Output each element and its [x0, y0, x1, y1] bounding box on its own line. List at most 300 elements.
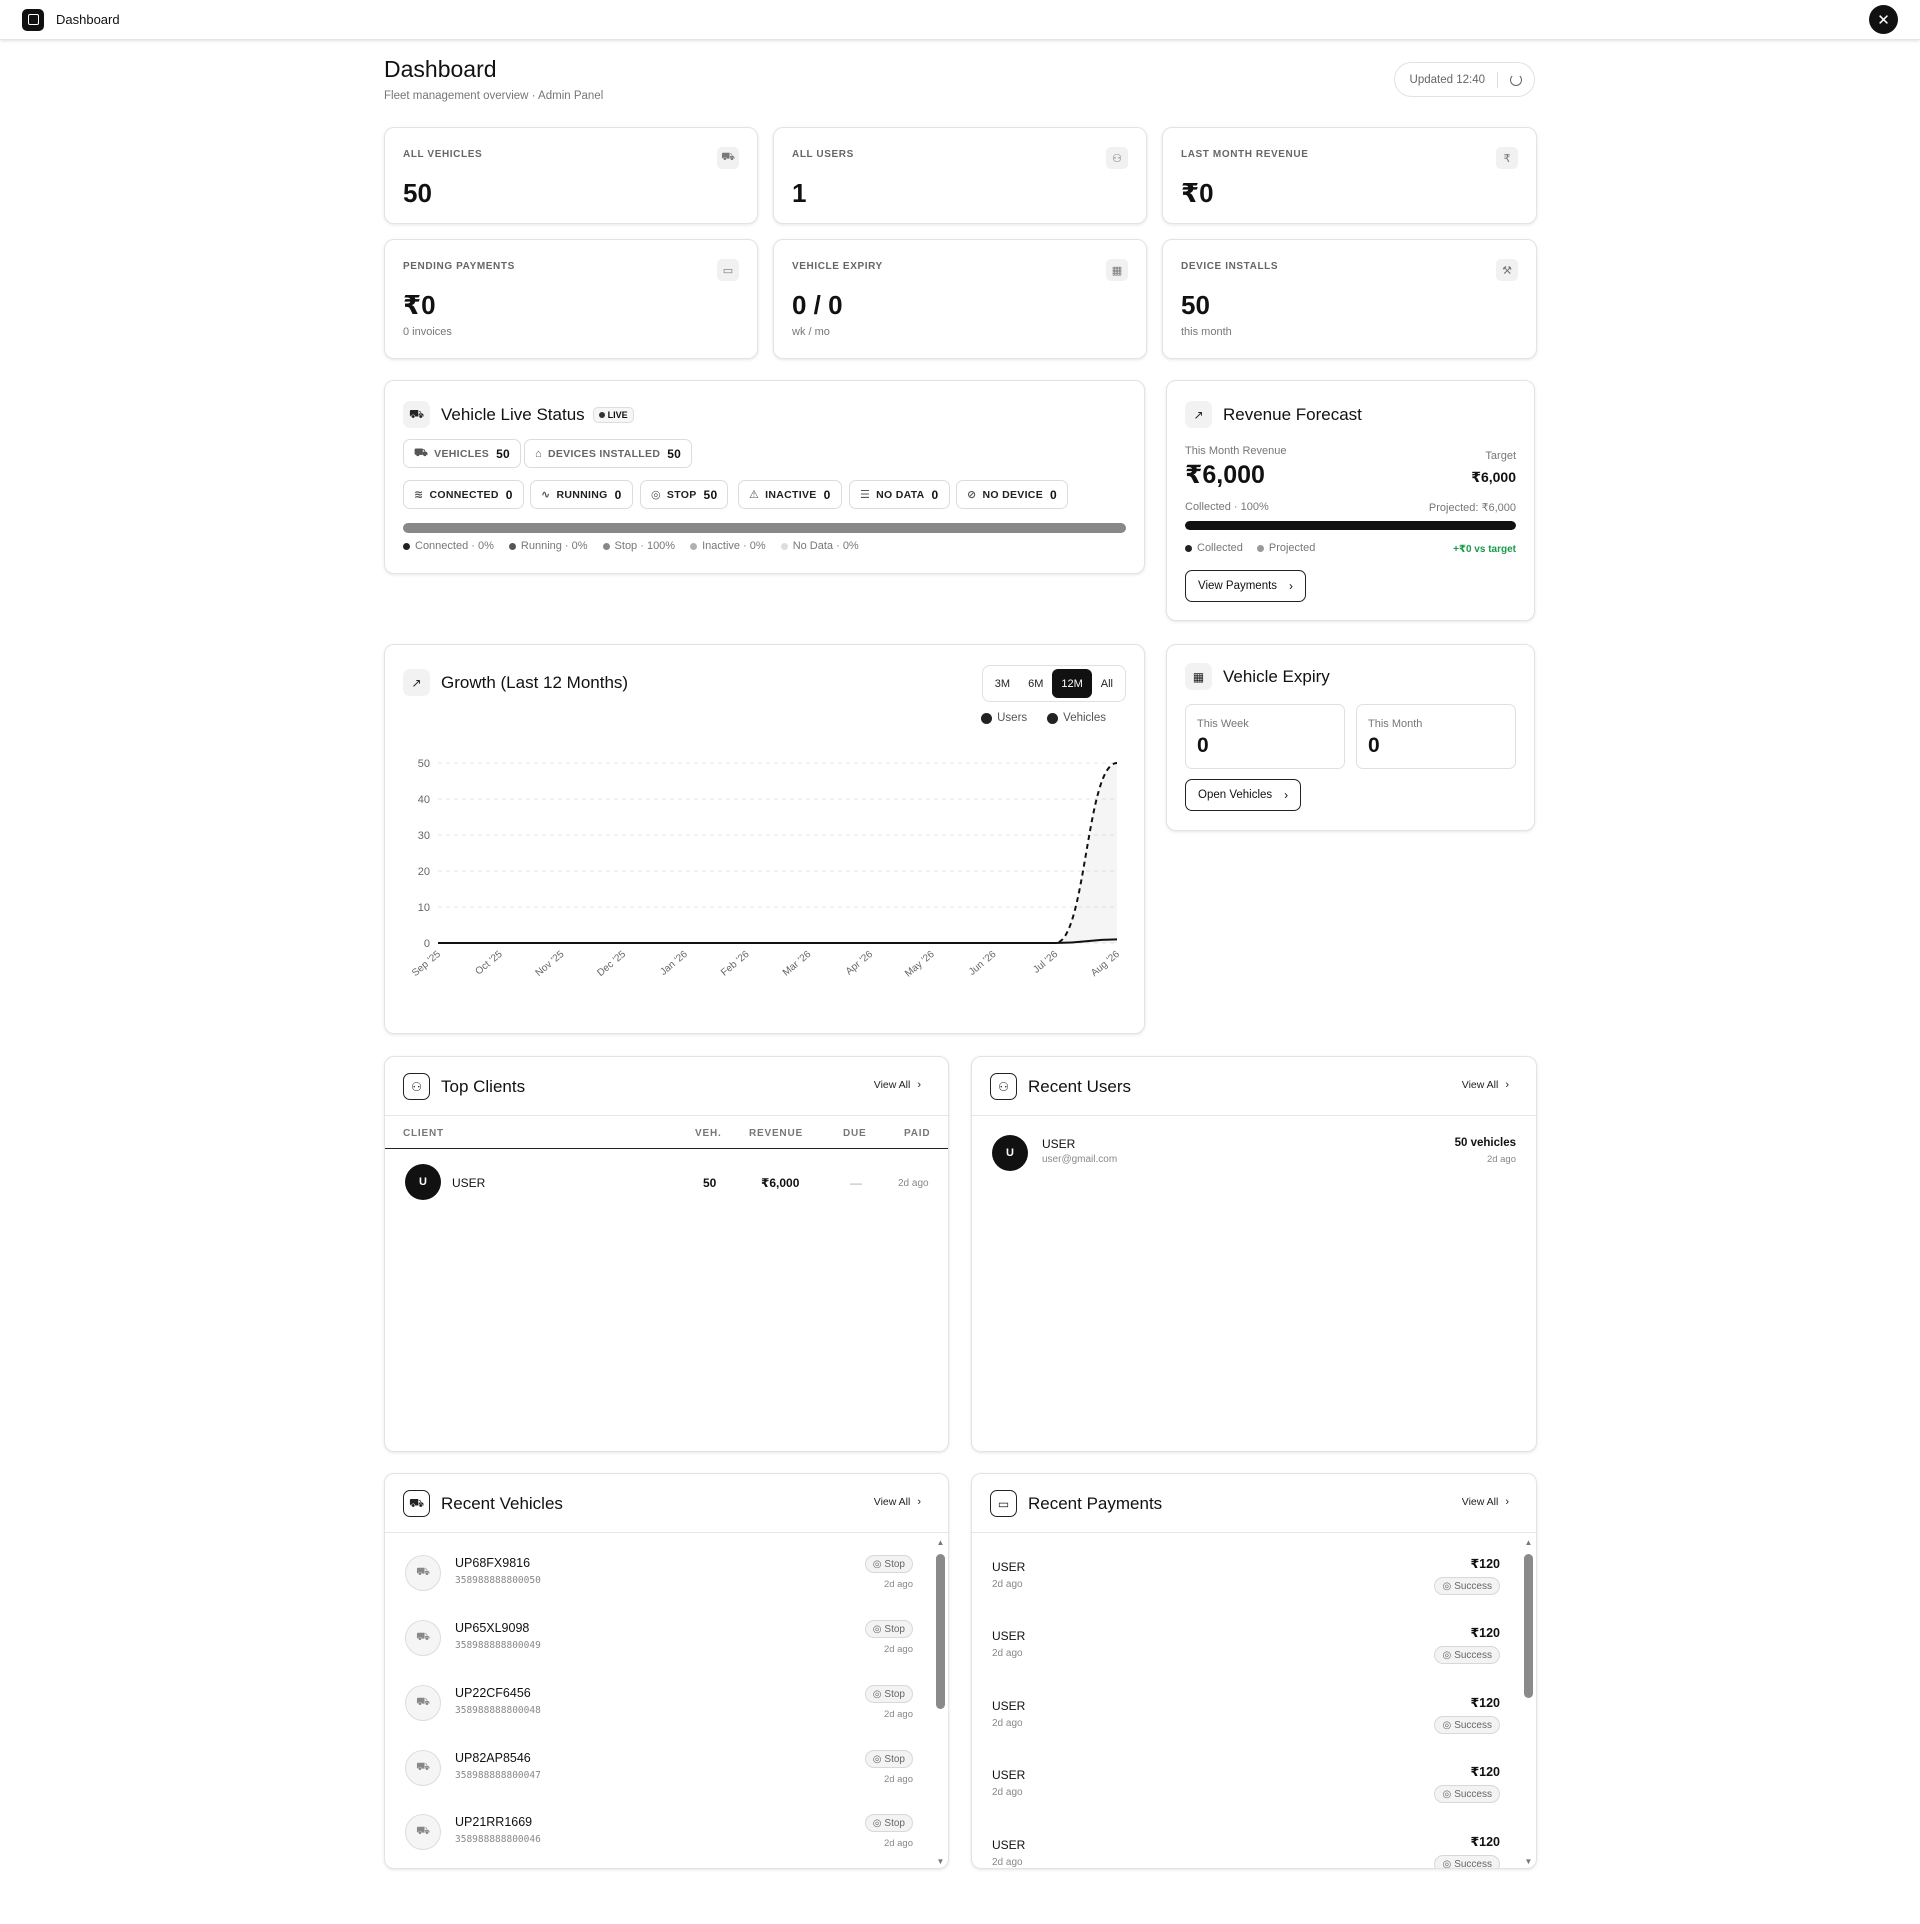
- legend-item-vehicles: [1047, 712, 1106, 724]
- top-bar: [0, 0, 1920, 40]
- stat-sub: wk / mo: [792, 326, 830, 338]
- credit-card-icon: ▭: [990, 1490, 1017, 1517]
- view-all-vehicles-link[interactable]: [874, 1496, 921, 1508]
- section-title: Revenue Forecast: [1223, 404, 1362, 424]
- pill-value: 50: [496, 446, 511, 461]
- list-item[interactable]: [992, 1554, 1500, 1609]
- list-item[interactable]: [405, 1616, 913, 1666]
- status-pill-stop[interactable]: [640, 480, 728, 509]
- stat-card-users: [773, 127, 1147, 224]
- status-pill-connected[interactable]: [403, 480, 524, 509]
- x-tick-label: Oct '25: [473, 948, 505, 978]
- status-distribution-bar: [403, 523, 1126, 533]
- pill-label: STOP: [666, 488, 697, 501]
- check-circle-icon: ◎: [1442, 1649, 1452, 1661]
- vehicles-scrollbar[interactable]: [936, 1538, 945, 1866]
- projected-text: Projected: ₹6,000: [1428, 502, 1516, 514]
- legend-item-users: [981, 712, 1027, 724]
- section-header: [403, 669, 628, 696]
- car-icon: ⛟: [717, 147, 739, 169]
- status-label: Success: [1454, 1719, 1492, 1731]
- button-label: View Payments: [1198, 580, 1278, 592]
- vehicle-device-id: 358988888800050: [455, 1575, 541, 1586]
- users-icon: ⚇: [403, 1073, 430, 1100]
- payment-time: 2d ago: [992, 1579, 1023, 1590]
- legend-dot: [603, 543, 610, 550]
- section-header: [403, 401, 634, 428]
- pill-label: RUNNING: [556, 488, 608, 501]
- range-selector: [982, 665, 1126, 702]
- wrench-icon: ⚒: [1496, 259, 1518, 281]
- stop-icon: ◎: [872, 1623, 882, 1635]
- x-tick-label: Aug '26: [1089, 948, 1122, 979]
- status-label: Stop: [884, 1558, 905, 1570]
- section-title: Top Clients: [441, 1076, 526, 1096]
- chart-legend: [961, 712, 1106, 724]
- status-badge: [1434, 1785, 1500, 1803]
- pill-value: 0: [614, 487, 622, 502]
- x-tick-label: May '26: [903, 948, 937, 980]
- stat-card-device-installs: [1162, 239, 1537, 359]
- legend-item: [403, 540, 494, 552]
- trending-up-icon: ↗: [1185, 401, 1212, 428]
- list-item[interactable]: [992, 1623, 1500, 1678]
- client-vehicles: 50: [703, 1176, 717, 1190]
- calendar-icon: ▦: [1106, 259, 1128, 281]
- pill-value: 0: [505, 487, 513, 502]
- stat-label: ALL VEHICLES: [403, 149, 483, 160]
- y-tick-label: 50: [417, 758, 430, 770]
- section-title: Vehicle Live Status: [441, 404, 585, 424]
- user-vehicle-count: 50 vehicles: [1454, 1137, 1516, 1149]
- recent-payments-card: [971, 1473, 1537, 1869]
- legend-label: Users: [997, 712, 1028, 724]
- pill-value: 0: [1050, 487, 1057, 502]
- link-label: View All: [1461, 1079, 1499, 1091]
- page-title: Dashboard: [384, 56, 497, 82]
- updated-text: Updated 12:40: [1409, 73, 1485, 86]
- status-legend: [403, 540, 874, 552]
- revenue-forecast-card: [1166, 380, 1535, 621]
- stat-value: ₹0: [1181, 178, 1214, 208]
- vehicle-time: 2d ago: [883, 1838, 913, 1849]
- panel-header: [972, 1474, 1536, 1533]
- column-header: REVENUE: [749, 1128, 803, 1139]
- panel-header: [385, 1057, 948, 1116]
- client-revenue: ₹6,000: [761, 1176, 800, 1190]
- payments-scrollbar[interactable]: [1524, 1538, 1533, 1866]
- x-tick-label: Jan '26: [658, 948, 690, 978]
- status-pill-inactive[interactable]: [738, 480, 842, 509]
- view-all-users-link[interactable]: [1462, 1079, 1509, 1091]
- range-6m-button[interactable]: 6M: [1028, 677, 1044, 690]
- series-line-1: [438, 763, 1117, 943]
- stat-sub: 0 invoices: [403, 326, 452, 338]
- check-circle-icon: ◎: [1442, 1719, 1452, 1731]
- list-item[interactable]: [405, 1681, 913, 1731]
- legend-dot: [1047, 713, 1058, 724]
- legend-dot: [509, 543, 516, 550]
- status-label: Success: [1454, 1649, 1492, 1661]
- table-row[interactable]: [385, 1161, 948, 1205]
- delta-vs-target: +₹0 vs target: [1453, 544, 1516, 555]
- x-tick-label: Nov '25: [533, 948, 567, 979]
- link-label: View All: [873, 1496, 911, 1508]
- y-tick-label: 0: [423, 938, 430, 950]
- view-payments-button[interactable]: [1185, 570, 1306, 602]
- live-dot: [599, 412, 605, 418]
- legend-label: Projected: [1268, 542, 1316, 554]
- range-all-button[interactable]: All: [1100, 677, 1113, 690]
- payment-amount: ₹120: [1470, 1696, 1500, 1710]
- payer-name: USER: [992, 1838, 1026, 1852]
- legend-dot: [403, 543, 410, 550]
- status-label: Stop: [884, 1753, 905, 1765]
- pill-label: NO DATA: [876, 488, 925, 501]
- section-title: Recent Payments: [1028, 1493, 1163, 1513]
- x-tick-label: Jun '26: [966, 948, 999, 978]
- target-label: Target: [1485, 450, 1516, 462]
- legend-label: Stop · 100%: [614, 540, 676, 552]
- status-badge: [865, 1814, 913, 1832]
- stop-icon: ◎: [872, 1753, 882, 1765]
- status-label: Success: [1454, 1788, 1492, 1800]
- vehicle-expiry-card: [1166, 644, 1535, 831]
- status-badge: [1434, 1577, 1500, 1595]
- section-title: Recent Vehicles: [441, 1493, 563, 1513]
- legend-item: [1185, 542, 1243, 554]
- vehicle-plate: UP65XL9098: [455, 1621, 530, 1635]
- payer-name: USER: [992, 1768, 1026, 1782]
- x-tick-label: Feb '26: [719, 948, 752, 979]
- check-circle-icon: ◎: [1442, 1788, 1452, 1800]
- x-tick-label: Mar '26: [780, 948, 814, 979]
- chevron-right-icon: ›: [1505, 1496, 1509, 1508]
- stat-value: 1: [792, 178, 807, 208]
- stat-sub: this month: [1181, 326, 1232, 338]
- vehicle-plate: UP22CF6456: [455, 1686, 531, 1700]
- database-icon: ☰: [860, 489, 871, 501]
- month-revenue-value: ₹6,000: [1185, 461, 1265, 489]
- recent-vehicles-card: [384, 1473, 949, 1869]
- payment-amount: ₹120: [1470, 1765, 1500, 1779]
- car-icon: ⛟: [414, 446, 429, 459]
- pill-label: INACTIVE: [765, 488, 817, 501]
- vehicle-device-id: 358988888800049: [455, 1640, 541, 1651]
- legend-dot: [1185, 545, 1192, 552]
- legend-label: Connected · 0%: [415, 540, 494, 552]
- list-item[interactable]: [405, 1746, 913, 1796]
- x-tick-label: Dec '25: [595, 948, 629, 979]
- live-badge-label: LIVE: [607, 409, 628, 420]
- panel-header: [972, 1057, 1536, 1116]
- status-badge: [865, 1555, 913, 1573]
- target-value: ₹6,000: [1471, 469, 1516, 485]
- avatar: U: [992, 1135, 1028, 1171]
- summary-pill-devices: [524, 439, 692, 468]
- stop-icon: ◎: [651, 489, 661, 501]
- y-tick-label: 40: [417, 794, 430, 806]
- stop-icon: ◎: [872, 1688, 882, 1700]
- open-vehicles-button[interactable]: [1185, 779, 1301, 811]
- legend-dot: [981, 713, 992, 724]
- list-item[interactable]: [405, 1810, 913, 1860]
- car-icon: ⛟: [405, 1620, 441, 1656]
- stat-label: VEHICLE EXPIRY: [792, 261, 883, 272]
- stat-label: DEVICE INSTALLS: [1181, 261, 1279, 272]
- vehicle-plate: UP68FX9816: [455, 1556, 531, 1570]
- collected-text: Collected · 100%: [1185, 501, 1269, 513]
- legend-item: [509, 540, 588, 552]
- section-header: [990, 1490, 1162, 1517]
- divider: [1497, 72, 1498, 88]
- credit-card-icon: ▭: [717, 259, 739, 281]
- section-header: [1185, 663, 1330, 690]
- user-email: user@gmail.com: [1042, 1154, 1118, 1165]
- status-pill-no-device[interactable]: [956, 480, 1068, 509]
- status-badge: [1434, 1646, 1500, 1664]
- range-3m-button[interactable]: 3M: [994, 677, 1011, 690]
- vehicle-plate: UP21RR1669: [455, 1815, 533, 1829]
- stat-value: 50: [403, 178, 432, 208]
- series-area-1: [438, 763, 1117, 943]
- panel-header: [385, 1474, 948, 1533]
- stat-card-vehicles: [384, 127, 758, 224]
- pill-label: NO DEVICE: [982, 488, 1043, 501]
- pill-value: 50: [667, 446, 682, 461]
- client-name: USER: [452, 1176, 486, 1190]
- check-circle-icon: ◎: [1442, 1580, 1452, 1592]
- list-item[interactable]: [992, 1832, 1500, 1869]
- x-tick-label: Apr '26: [843, 948, 876, 978]
- section-title: Vehicle Expiry: [1223, 666, 1330, 686]
- client-due: —: [850, 1176, 862, 1190]
- box-value: 0: [1197, 734, 1209, 757]
- pill-label: CONNECTED: [429, 488, 499, 501]
- status-badge: [1434, 1716, 1500, 1734]
- stat-label: LAST MONTH REVENUE: [1181, 149, 1309, 160]
- chevron-right-icon: ›: [1284, 788, 1289, 802]
- chevron-right-icon: ›: [1505, 1079, 1509, 1091]
- stop-icon: ◎: [872, 1817, 882, 1829]
- stat-card-revenue: [1162, 127, 1537, 224]
- refresh-icon[interactable]: [1510, 74, 1522, 86]
- pill-value: 0: [931, 487, 939, 502]
- payment-amount: ₹120: [1470, 1835, 1500, 1849]
- chevron-right-icon: ›: [917, 1079, 921, 1091]
- legend-label: Vehicles: [1063, 712, 1106, 724]
- section-header: [403, 1490, 563, 1517]
- calendar-icon: ▦: [1185, 663, 1212, 690]
- this-week-box: [1185, 704, 1345, 769]
- vehicle-time: 2d ago: [883, 1774, 913, 1785]
- column-header: DUE: [843, 1128, 867, 1139]
- payment-time: 2d ago: [992, 1648, 1023, 1659]
- status-pill-running[interactable]: [530, 480, 633, 509]
- top-clients-card: [384, 1056, 949, 1452]
- pill-value: 0: [823, 487, 831, 502]
- payer-name: USER: [992, 1699, 1026, 1713]
- legend-dot: [1257, 545, 1264, 552]
- car-icon: ⛟: [403, 401, 430, 428]
- forecast-legend: [1185, 542, 1315, 554]
- status-badge: [1434, 1855, 1500, 1869]
- legend-item: [781, 540, 859, 552]
- x-tick-label: Jul '26: [1031, 948, 1061, 976]
- payment-amount: ₹120: [1470, 1626, 1500, 1640]
- scroll-up-icon[interactable]: ▲: [1524, 1538, 1533, 1547]
- stat-value: ₹0: [403, 290, 436, 320]
- payment-time: 2d ago: [992, 1787, 1023, 1798]
- activity-icon: ∿: [541, 489, 551, 501]
- chevron-right-icon: ›: [917, 1496, 921, 1508]
- status-label: Success: [1454, 1580, 1492, 1592]
- list-item[interactable]: [992, 1135, 1516, 1179]
- legend-item: [690, 540, 766, 552]
- status-label: Stop: [884, 1688, 905, 1700]
- section-header: [990, 1073, 1131, 1100]
- section-header: [403, 1073, 525, 1100]
- legend-item: [603, 540, 676, 552]
- avatar: U: [405, 1164, 441, 1200]
- range-12m-button[interactable]: 12M: [1052, 669, 1091, 698]
- section-title: Recent Users: [1028, 1076, 1131, 1096]
- stat-label: PENDING PAYMENTS: [403, 261, 515, 272]
- close-icon: ✕: [1877, 11, 1890, 29]
- users-icon: ⚇: [990, 1073, 1017, 1100]
- scrollbar-thumb[interactable]: [1524, 1554, 1533, 1698]
- y-tick-label: 20: [417, 866, 430, 878]
- button-label: Open Vehicles: [1198, 789, 1273, 801]
- legend-dot: [690, 543, 697, 550]
- this-month-box: [1356, 704, 1516, 769]
- payer-name: USER: [992, 1629, 1026, 1643]
- vehicle-live-status-card: [384, 380, 1145, 574]
- legend-label: No Data · 0%: [792, 540, 859, 552]
- rupee-icon: ₹: [1496, 147, 1518, 169]
- status-badge: [865, 1685, 913, 1703]
- section-header: [1185, 401, 1362, 428]
- summary-pill-vehicles: [403, 439, 521, 468]
- vehicle-device-id: 358988888800048: [455, 1705, 541, 1716]
- car-icon: ⛟: [405, 1814, 441, 1850]
- vehicle-plate: UP82AP8546: [455, 1751, 531, 1765]
- car-icon: ⛟: [405, 1555, 441, 1591]
- payment-amount: ₹120: [1470, 1557, 1500, 1571]
- box-label: This Week: [1197, 718, 1249, 730]
- y-tick-label: 30: [417, 830, 430, 842]
- stop-icon: ◎: [872, 1558, 882, 1570]
- users-icon: ⚇: [1106, 147, 1128, 169]
- collected-progress-fill: [1185, 521, 1516, 530]
- status-label: Stop: [884, 1623, 905, 1635]
- column-header: VEH.: [695, 1128, 722, 1139]
- pill-value: 50: [703, 487, 718, 502]
- stat-label: ALL USERS: [792, 149, 854, 160]
- section-title: Growth (Last 12 Months): [441, 672, 629, 692]
- box-label: This Month: [1368, 718, 1423, 730]
- stat-card-vehicle-expiry: [773, 239, 1147, 359]
- page-subtitle: Fleet management overview · Admin Panel: [384, 90, 604, 102]
- client-paid: 2d ago: [898, 1178, 929, 1189]
- stat-card-pending-payments: [384, 239, 758, 359]
- device-icon: ⌂: [535, 447, 542, 460]
- app-icon: [22, 9, 44, 31]
- vehicle-device-id: 358988888800046: [455, 1834, 541, 1845]
- live-badge: [593, 407, 634, 423]
- wifi-icon: ≋: [414, 489, 424, 501]
- payer-name: USER: [992, 1560, 1026, 1574]
- updated-pill: [1394, 62, 1535, 97]
- growth-chart-card: [384, 644, 1145, 1034]
- scroll-down-icon[interactable]: ▼: [1524, 1857, 1533, 1866]
- payment-time: 2d ago: [992, 1857, 1023, 1868]
- status-badge: [865, 1750, 913, 1768]
- vehicle-device-id: 358988888800047: [455, 1770, 541, 1781]
- view-all-payments-link[interactable]: [1462, 1496, 1509, 1508]
- list-item[interactable]: [405, 1551, 913, 1601]
- payment-time: 2d ago: [992, 1718, 1023, 1729]
- collected-progress-track: [1185, 521, 1516, 530]
- scrollbar-thumb[interactable]: [936, 1554, 945, 1709]
- x-tick-label: Sep '25: [410, 948, 443, 979]
- stat-value: 50: [1181, 290, 1210, 320]
- pill-label: VEHICLES: [434, 447, 490, 460]
- car-icon: ⛟: [403, 1490, 430, 1517]
- scroll-down-icon[interactable]: ▼: [936, 1857, 945, 1866]
- status-label: Success: [1454, 1858, 1492, 1869]
- pill-label: DEVICES INSTALLED: [547, 447, 661, 460]
- month-revenue-label: This Month Revenue: [1185, 445, 1287, 457]
- check-circle-icon: ◎: [1442, 1858, 1452, 1869]
- list-item[interactable]: [992, 1693, 1500, 1748]
- chevron-right-icon: ›: [1289, 579, 1294, 593]
- link-label: View All: [1461, 1496, 1499, 1508]
- view-all-clients-link[interactable]: [874, 1079, 921, 1091]
- user-time: 2d ago: [1486, 1154, 1516, 1165]
- vehicle-time: 2d ago: [883, 1579, 913, 1590]
- user-name: USER: [1042, 1137, 1076, 1151]
- box-value: 0: [1368, 734, 1380, 757]
- status-badge: [865, 1620, 913, 1638]
- table-header: [385, 1116, 948, 1149]
- legend-label: Running · 0%: [520, 540, 588, 552]
- growth-chart: [385, 725, 1144, 1025]
- car-icon: ⛟: [405, 1750, 441, 1786]
- scroll-up-icon[interactable]: ▲: [936, 1538, 945, 1547]
- legend-label: Inactive · 0%: [702, 540, 766, 552]
- column-header: CLIENT: [403, 1128, 444, 1139]
- column-header: PAID: [904, 1128, 931, 1139]
- no-wifi-icon: ⊘: [967, 489, 977, 501]
- y-tick-label: 10: [417, 902, 430, 914]
- warning-icon: ⚠: [749, 489, 760, 501]
- car-icon: ⛟: [405, 1685, 441, 1721]
- recent-users-card: [971, 1056, 1537, 1452]
- vehicle-time: 2d ago: [883, 1644, 913, 1655]
- trending-up-icon: ↗: [403, 669, 430, 696]
- legend-dot: [781, 543, 788, 550]
- vehicle-time: 2d ago: [883, 1709, 913, 1720]
- topbar-title: Dashboard: [56, 12, 120, 27]
- close-button[interactable]: [1869, 5, 1898, 34]
- list-item[interactable]: [992, 1762, 1500, 1817]
- status-pill-no-data[interactable]: [849, 480, 950, 509]
- stat-value: 0 / 0: [792, 290, 843, 320]
- legend-label: Collected: [1197, 542, 1243, 554]
- link-label: View All: [873, 1079, 911, 1091]
- status-label: Stop: [884, 1817, 905, 1829]
